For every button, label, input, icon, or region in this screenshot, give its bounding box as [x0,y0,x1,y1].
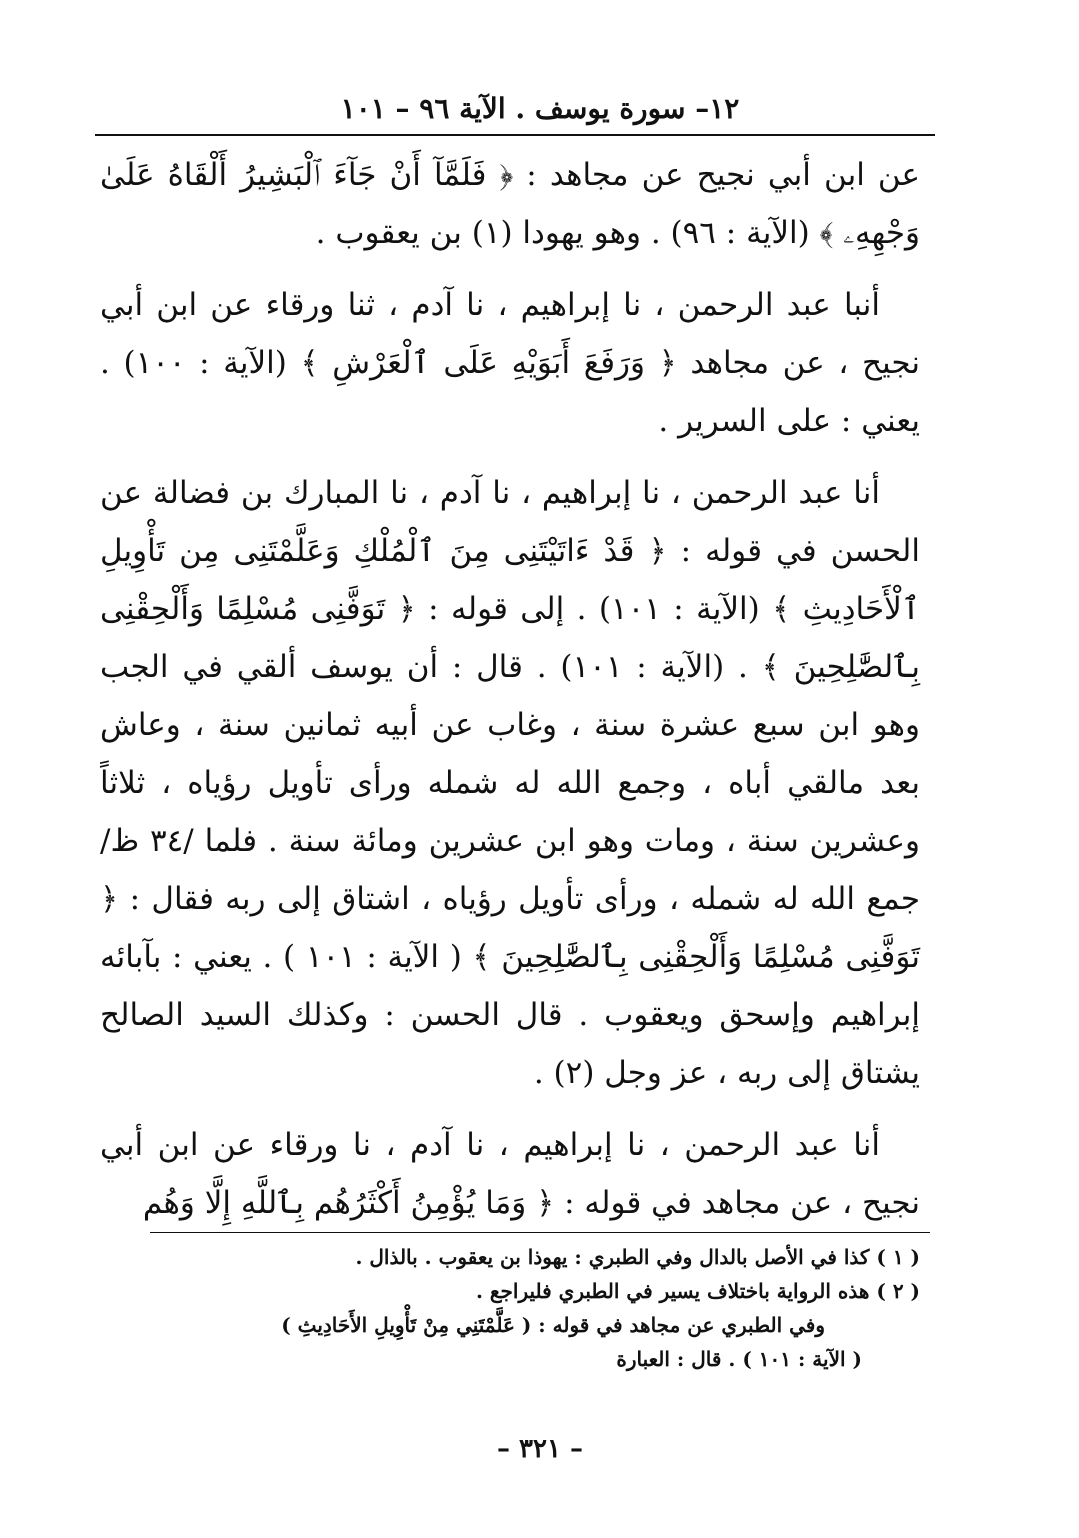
page-number: – ٣٢١ – [496,1434,584,1464]
footnote-2-continued-2: ( الآية : ١٠١ ) . قال : العبارة [616,1347,862,1371]
paragraph-3: أنا عبد الرحمن ، نا إبراهيم ، نا آدم ، نا المبارك بن فضالة عن الحسن في قوله : ﴿ قَدْ ءَاتَيْتَنِى مِنَ ٱلْمُلْكِ وَعَلَّمْتَنِى مِن تَأْوِيلِ ٱلْأَحَادِيثِ ﴾ (الآية : ١٠١) . إلى قوله : ﴿ تَوَفَّنِى مُسْلِمًا وَأَلْحِقْنِى بِٱلصَّٰلِحِينَ ﴾ . (الآية : ١٠١) . قال : أن يوسف ألقي في الجب وهو ابن سبع عشرة سنة ، وغاب عن أبيه ثمانين سنة ، وعاش بعد مالقي أباه ، وجمع الله له شمله ورأى تأويل رؤياه ، ثلاثاً وعشرين سنة ، ومات وهو ابن عشرين ومائة سنة . فلما /٣٤ ظ/ جمع الله له شمله ، ورأى تأويل رؤياه ، اشتاق إلى ربه فقال : ﴿ تَوَفَّنِى مُسْلِمًا وَأَلْحِقْنِى بِٱلصَّٰلِحِينَ ﴾ ( الآية : ١٠١ ) . يعني : بآبائه إبراهيم وإسحق ويعقوب . قال الحسن : وكذلك السيد الصالح يشتاق إلى ربه ، عز وجل (٢) . [100,475,921,1091]
main-text [100,146,920,1232]
footnote-2-continued: وفي الطبري عن مجاهد في قوله : ( عَلَّمْتَنِي مِنْ تَأْوِيلِ الأَحَادِيثِ ) [281,1313,825,1337]
footnote-1: ( ١ ) كذا في الأصل بالدال وفي الطبري : يهوذا بن يعقوب . بالذال . [355,1245,920,1269]
paragraph-4: أنا عبد الرحمن ، نا إبراهيم ، نا آدم ، نا ورقاء عن ابن أبي نجيح ، عن مجاهد في قوله : ﴿ وَمَا يُؤْمِنُ أَكْثَرُهُم بِٱللَّهِ إِلَّا وَهُم [100,1127,920,1221]
paragraph-2: أنبا عبد الرحمن ، نا إبراهيم ، نا آدم ، ثنا ورقاء عن ابن أبي نجيح ، عن مجاهد ﴿ وَرَفَعَ أَبَوَيْهِ عَلَى ٱلْعَرْشِ ﴾ (الآية : ١٠٠) . يعني : على السرير . [100,287,921,439]
paragraph-1: عن ابن أبي نجيح عن مجاهد : ﴿ فَلَمَّآ أَنْ جَآءَ ٱلْبَشِيرُ أَلْقَاهُ عَلَىٰ وَجْهِهِۦ ﴾ (الآية : ٩٦) . وهو يهودا (١) بن يعقوب . [100,157,920,251]
footnotes [110,1240,920,1376]
running-title: ١٢– سورة يوسف . الآية ٩٦ – ١٠١ [340,92,740,125]
footnote-2: ( ٢ ) هذه الرواية باختلاف يسير في الطبري فليراجع . [475,1279,920,1303]
header-rule [95,134,935,136]
footnote-rule [150,1232,930,1233]
